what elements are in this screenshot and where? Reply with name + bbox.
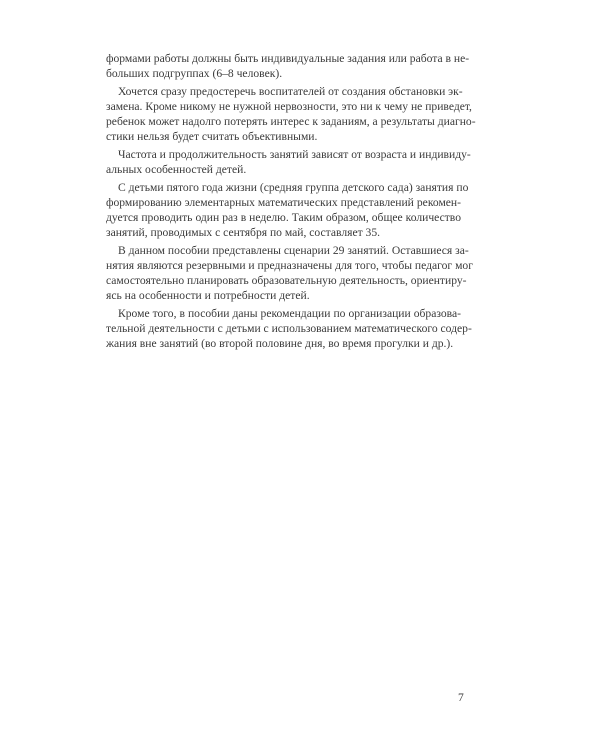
text-line: ясь на особенности и потребности детей. (106, 289, 310, 302)
text-line: дуется проводить один раз в неделю. Таким образом, общее количество (106, 211, 461, 224)
text-line: С детьми пятого года жизни (средняя группа детского сада) занятия по (118, 181, 469, 194)
paragraph-6 (106, 306, 472, 351)
text-line: больших подгруппах (6–8 человек). (106, 67, 283, 80)
text-line: В данном пособии представлены сценарии 29 занятий. Оставшиеся за- (118, 244, 469, 257)
text-line: Частота и продолжительность занятий зависят от возраста и индивиду- (118, 148, 471, 161)
text-line: самостоятельно планировать образовательную деятельность, ориентиру- (106, 274, 467, 287)
text-line: нятия являются резервными и предназначены для того, чтобы педагог мог (106, 259, 473, 272)
paragraph-3 (106, 147, 471, 177)
page-number: 7 (458, 691, 464, 704)
text-line: формированию элементарных математических представлений рекомен- (106, 196, 461, 209)
text-line: альных особенностей детей. (106, 163, 247, 176)
text-line: занятий, проводимых с сентября по май, составляет 35. (106, 226, 381, 239)
text-line: замена. Кроме никому не нужной нервозности, это ни к чему не приведет, (106, 100, 472, 113)
text-line: Кроме того, в пособии даны рекомендации по организации образова- (118, 307, 461, 320)
paragraph-5 (106, 243, 473, 303)
paragraph-2 (106, 84, 476, 144)
text-line: жания вне занятий (во второй половине дня, во время прогулки и др.). (106, 337, 454, 350)
text-line: Хочется сразу предостеречь воспитателей от создания обстановки эк- (118, 85, 463, 98)
text-line: формами работы должны быть индивидуальные задания или работа в не- (106, 52, 470, 65)
text-line: тельной деятельности с детьми с использованием математического содер- (106, 322, 472, 335)
body-text (106, 51, 476, 354)
text-line: ребенок может надолго потерять интерес к заданиям, а результаты диагно- (106, 115, 476, 128)
paragraph-1 (106, 51, 470, 81)
text-line: стики нельзя будет считать объективными. (106, 130, 318, 143)
paragraph-4 (106, 180, 469, 240)
